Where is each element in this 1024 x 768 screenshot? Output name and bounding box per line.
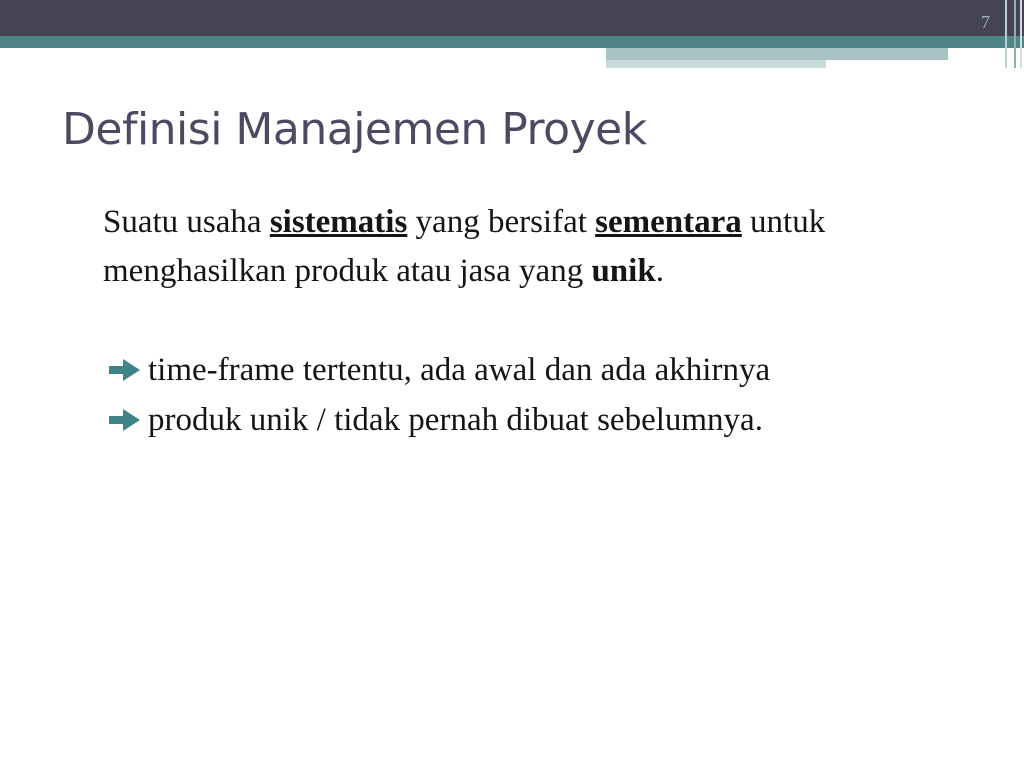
header-accent-bar	[606, 48, 948, 60]
header-vertical-line	[1005, 0, 1007, 68]
list-item	[108, 346, 868, 394]
slide-number: 7	[981, 12, 990, 32]
header-teal-bar	[0, 36, 1024, 48]
bullet-text: produk unik / tidak pernah dibuat sebelumnya.	[148, 402, 763, 438]
paragraph-text: .	[655, 253, 664, 289]
paragraph-text: yang bersifat	[407, 204, 596, 240]
bullet-text: time-frame tertentu, ada awal dan ada akhirnya	[148, 352, 771, 388]
definition-paragraph	[103, 198, 953, 296]
arrow-right-icon	[108, 407, 142, 433]
list-item	[108, 396, 868, 444]
header-accent-bar-thin	[606, 60, 826, 68]
arrow-right-icon	[108, 357, 142, 383]
term-unik: unik	[591, 253, 656, 289]
term-sementara: sementara	[595, 204, 742, 240]
bullet-list	[108, 346, 868, 446]
header-dark-bar	[0, 0, 1024, 36]
term-sistematis: sistematis	[269, 204, 408, 240]
paragraph-text: untuk menghasilkan produk atau jasa yang	[103, 204, 826, 289]
header-vertical-line	[1020, 0, 1022, 68]
paragraph-text: Suatu usaha	[103, 204, 270, 240]
header-vertical-line	[1014, 0, 1016, 68]
slide-title: Definisi Manajemen Proyek	[62, 104, 647, 155]
